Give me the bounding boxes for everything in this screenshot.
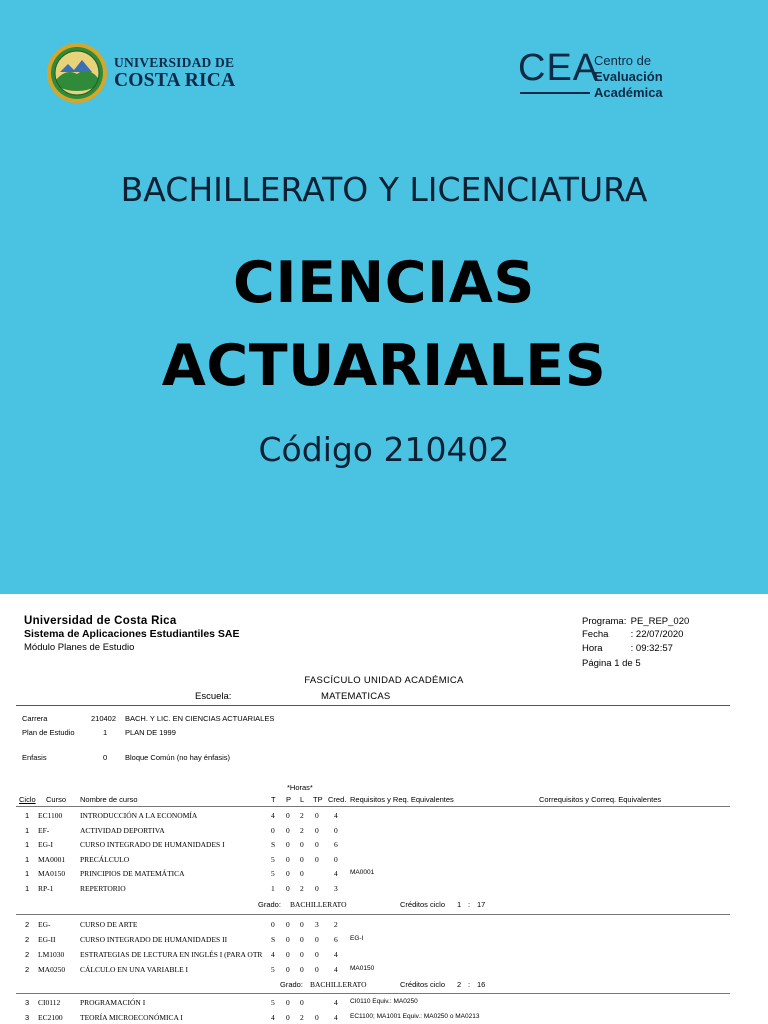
grado-summary-1: [0, 900, 768, 914]
header-coreq: Correquisitos y Correq. Equivalentes: [539, 795, 662, 804]
grado-value: BACHILLERATO: [310, 980, 367, 989]
cell-t: 4: [271, 1012, 275, 1022]
cell-t: 5: [271, 998, 275, 1007]
cell-nombre: CÁLCULO EN UNA VARIABLE I: [80, 965, 189, 974]
header-ciclo: Ciclo: [19, 795, 36, 804]
cell-curso: MA0150: [38, 869, 66, 878]
cell-ciclo: 1: [25, 840, 30, 849]
cell-req: MA0001: [350, 869, 375, 876]
cell-t: 0: [271, 825, 275, 835]
cell-t: 5: [271, 869, 275, 878]
fasciculo-title: FASCÍCULO UNIDAD ACADÉMICA: [304, 675, 464, 686]
cell-l: 0: [300, 854, 304, 864]
header-p: P: [286, 795, 292, 804]
grado-summary-2: [0, 980, 768, 994]
cell-t: 4: [271, 811, 275, 820]
cell-p: 0: [286, 869, 290, 878]
report-university: Universidad de Costa Rica: [24, 615, 177, 627]
cell-tp: 0: [315, 935, 319, 944]
cell-cred: 4: [334, 869, 338, 878]
cell-nombre: REPERTORIO: [80, 883, 126, 893]
meta-programa: [582, 616, 689, 627]
cell-req: EG-I: [350, 935, 364, 942]
cell-ciclo: 1: [25, 869, 30, 878]
creditos-label: Créditos ciclo: [400, 980, 446, 989]
enfasis-number: 0: [103, 753, 108, 762]
cell-tp: 3: [315, 920, 319, 929]
cell-nombre: ACTIVIDAD DEPORTIVA: [80, 825, 165, 835]
meta-fecha-label: Fecha: [582, 629, 609, 640]
plan-number: 1: [103, 728, 108, 737]
cell-t: S: [271, 935, 276, 944]
cell-l: 2: [300, 825, 304, 835]
header-t: T: [271, 795, 276, 804]
creditos-total: 17: [477, 900, 486, 909]
table-row: [0, 826, 768, 840]
header-tp: TP: [313, 795, 323, 804]
cell-ciclo: 1: [25, 854, 30, 864]
cell-curso: RP-1: [38, 883, 54, 893]
cell-l: 2: [300, 1012, 304, 1022]
cell-tp: 0: [315, 811, 319, 820]
cell-tp: 0: [315, 825, 319, 835]
cell-l: 0: [300, 965, 304, 974]
table-row: [0, 855, 768, 869]
cell-p: 0: [286, 950, 290, 959]
table-row: [0, 950, 768, 964]
cell-t: 1: [271, 883, 275, 893]
plan-label: Plan de Estudio: [22, 728, 75, 737]
cell-l: 0: [300, 935, 304, 944]
ucr-name-line2: COSTA RICA: [114, 70, 236, 91]
plan-name: PLAN DE 1999: [125, 728, 176, 737]
divider: [16, 914, 730, 915]
cell-curso: EC2100: [38, 1012, 63, 1022]
carrera-label: Carrera: [22, 714, 48, 723]
escuela-label: Escuela:: [195, 691, 232, 702]
cell-nombre: CURSO INTEGRADO DE HUMANIDADES II: [80, 935, 228, 944]
cell-tp: 0: [315, 965, 319, 974]
escuela-value: MATEMATICAS: [321, 691, 391, 702]
creditos-ciclo: 1: [457, 900, 462, 909]
cell-curso: MA0001: [38, 854, 66, 864]
creditos-label: Créditos ciclo: [400, 900, 446, 909]
ucr-seal-icon: [46, 42, 108, 104]
report-page: [0, 594, 768, 1024]
cover-subtitle: BACHILLERATO Y LICENCIATURA: [120, 170, 648, 209]
cell-p: 0: [286, 998, 290, 1007]
cell-req: CI0110 Equiv.: MA0250: [350, 998, 418, 1005]
meta-pagina: Página 1 de 5: [582, 658, 641, 669]
grado-label: Grado:: [258, 900, 281, 909]
cell-req: EC1100; MA1001 Equiv.: MA0250 o MA0213: [350, 1012, 480, 1020]
cell-curso: EF-: [38, 825, 50, 835]
cell-p: 0: [286, 1012, 290, 1022]
cell-nombre: INTRODUCCIÓN A LA ECONOMÍA: [80, 811, 198, 820]
cell-curso: EC1100: [38, 811, 63, 820]
cell-p: 0: [286, 840, 290, 849]
cell-p: 0: [286, 920, 290, 929]
cell-t: 5: [271, 854, 275, 864]
grado-label: Grado:: [280, 980, 303, 989]
carrera-code: 210402: [91, 714, 117, 723]
cell-nombre: PROGRAMACIÓN I: [80, 998, 146, 1007]
cell-p: 0: [286, 965, 290, 974]
cell-ciclo: 2: [25, 935, 30, 944]
cell-l: 2: [300, 811, 304, 820]
cell-cred: 4: [334, 965, 338, 974]
cell-tp: 0: [315, 883, 319, 893]
creditos-sep: :: [468, 980, 471, 989]
cell-ciclo: 3: [25, 1012, 30, 1022]
cell-cred: 4: [334, 998, 338, 1007]
cell-ciclo: 1: [25, 883, 30, 893]
meta-hora: [582, 643, 673, 654]
cell-p: 0: [286, 854, 290, 864]
meta-fecha: [582, 629, 683, 640]
table-row: [0, 840, 768, 854]
enfasis-name: Bloque Común (no hay énfasis): [125, 753, 231, 762]
cell-nombre: CURSO DE ARTE: [80, 920, 138, 929]
cell-l: 0: [300, 998, 304, 1007]
ucr-logo: [46, 42, 235, 104]
cover-title-line1: CIENCIAS: [233, 250, 535, 316]
meta-hora-value: : 09:32:57: [630, 643, 673, 654]
cell-ciclo: 2: [25, 920, 30, 929]
cell-l: 0: [300, 950, 304, 959]
creditos-total: 16: [477, 980, 486, 989]
cell-curso: EG-: [38, 920, 51, 929]
header-req: Requisitos y Req. Equivalentes: [350, 795, 454, 804]
header-nombre: Nombre de curso: [80, 795, 138, 804]
cell-cred: 6: [334, 935, 338, 944]
cea-line2: Evaluación Académica: [594, 69, 663, 100]
cell-cred: 4: [334, 950, 338, 959]
horas-label: *Horas*: [287, 783, 313, 792]
cell-nombre: ESTRATEGIAS DE LECTURA EN INGLÉS I (PARA OTR: [80, 950, 263, 959]
meta-hora-label: Hora: [582, 643, 603, 654]
cea-underline: [520, 92, 590, 94]
table-row: [0, 811, 768, 825]
table-row: [0, 998, 768, 1012]
cell-cred: 0: [334, 825, 338, 835]
table-row: [0, 1013, 768, 1024]
table-row: [0, 965, 768, 979]
cea-abbr: CEA: [518, 47, 600, 89]
report-system: Sistema de Aplicaciones Estudiantiles SAE: [24, 628, 240, 640]
cell-nombre: TEORÍA MICROECONÓMICA I: [80, 1012, 183, 1022]
table-row: [0, 869, 768, 883]
cell-p: 0: [286, 811, 290, 820]
divider: [16, 993, 730, 994]
cell-tp: 0: [315, 854, 319, 864]
cell-cred: 3: [334, 883, 338, 893]
table-row: [0, 920, 768, 934]
cell-req: MA0150: [350, 965, 375, 972]
cell-l: 2: [300, 883, 304, 893]
meta-fecha-value: : 22/07/2020: [630, 629, 684, 640]
divider: [16, 806, 730, 807]
cover-code: Código 210402: [258, 430, 510, 469]
header-curso: Curso: [46, 795, 67, 804]
header-l: L: [300, 795, 305, 804]
cell-ciclo: 1: [25, 825, 30, 835]
cea-logo: [518, 46, 728, 100]
cell-p: 0: [286, 825, 290, 835]
cell-ciclo: 2: [25, 965, 30, 974]
cell-p: 0: [286, 935, 290, 944]
cell-ciclo: 2: [25, 950, 30, 959]
cell-ciclo: 1: [25, 811, 30, 820]
header-cred: Cred.: [328, 795, 347, 804]
cell-tp: 0: [315, 950, 319, 959]
cell-t: 5: [271, 965, 275, 974]
cell-cred: 2: [334, 920, 338, 929]
enfasis-label: Enfasis: [22, 753, 47, 762]
cell-l: 0: [300, 920, 304, 929]
cell-l: 0: [300, 840, 304, 849]
cea-line1: Centro de: [594, 53, 652, 68]
table-row: [0, 935, 768, 949]
cell-t: 4: [271, 950, 275, 959]
report-module: Módulo Planes de Estudio: [24, 642, 135, 653]
cell-tp: 0: [315, 840, 319, 849]
carrera-name: BACH. Y LIC. EN CIENCIAS ACTUARIALES: [125, 714, 275, 723]
ucr-name-line1: UNIVERSIDAD DE: [114, 54, 235, 70]
cell-cred: 4: [334, 1012, 338, 1022]
meta-programa-label: Programa:: [582, 616, 627, 627]
cell-ciclo: 3: [25, 998, 30, 1007]
cell-curso: EG-II: [38, 935, 56, 944]
cell-cred: 4: [334, 811, 338, 820]
cell-cred: 6: [334, 840, 338, 849]
cell-t: 0: [271, 920, 275, 929]
cell-cred: 0: [334, 854, 338, 864]
cell-curso: LM1030: [38, 950, 65, 959]
cell-tp: 0: [315, 1012, 319, 1022]
creditos-sep: :: [468, 900, 471, 909]
table-row: [0, 884, 768, 898]
meta-programa-value: PE_REP_020: [630, 616, 690, 627]
cover-title-line2: ACTUARIALES: [161, 333, 607, 399]
cell-nombre: CURSO INTEGRADO DE HUMANIDADES I: [80, 840, 225, 849]
cell-l: 0: [300, 869, 304, 878]
grado-value: BACHILLERATO: [290, 900, 347, 909]
cell-t: S: [271, 840, 276, 849]
cell-curso: MA0250: [38, 965, 66, 974]
cell-curso: CI0112: [38, 998, 61, 1007]
creditos-ciclo: 2: [457, 980, 462, 989]
divider: [16, 705, 730, 706]
cell-nombre: PRINCIPIOS DE MATEMÁTICA: [80, 869, 185, 878]
cell-nombre: PRECÁLCULO: [80, 854, 130, 864]
cell-curso: EG-I: [38, 840, 53, 849]
cell-p: 0: [286, 883, 290, 893]
